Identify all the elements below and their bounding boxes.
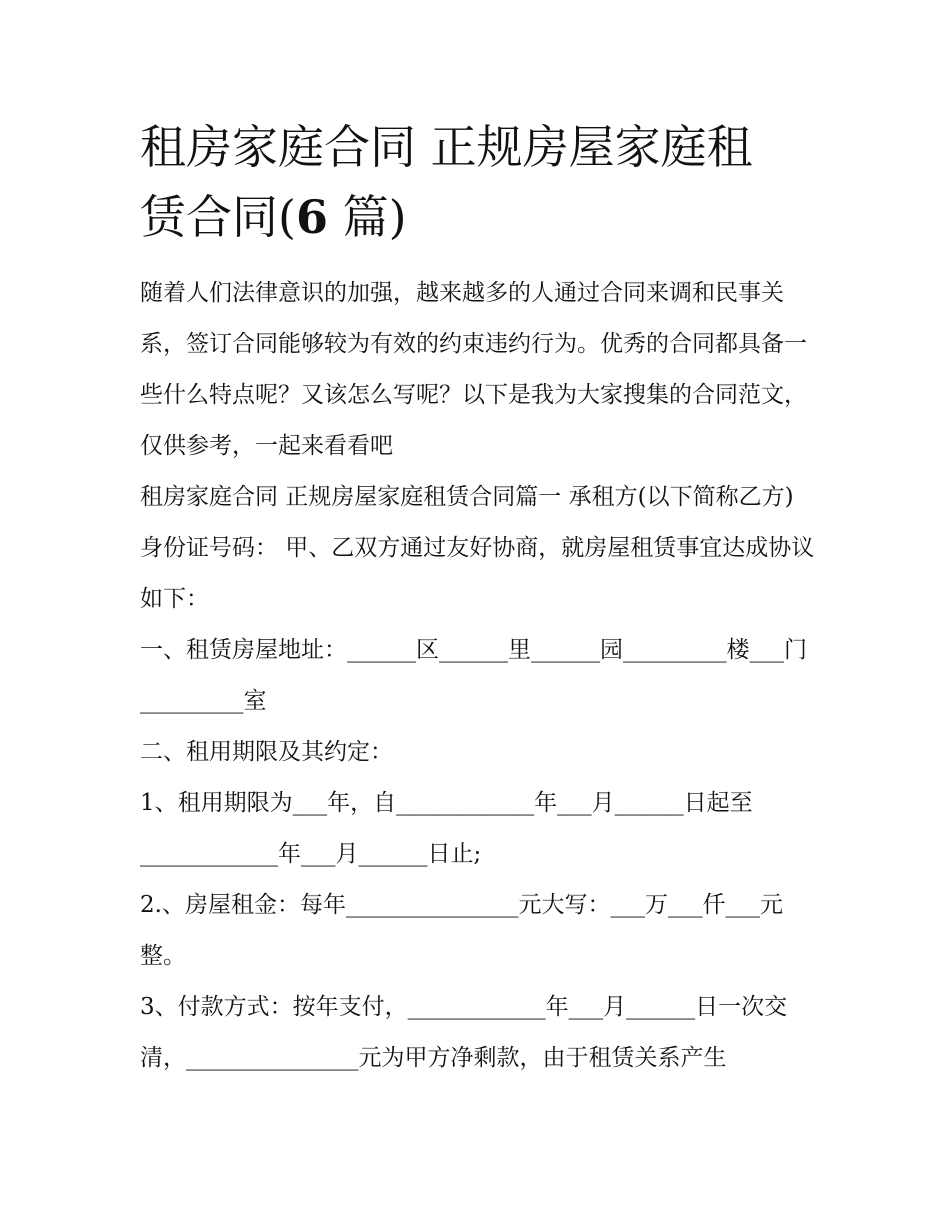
contract-preamble: 租房家庭合同 正规房屋家庭租赁合同篇一 承租方(以下简称乙方)身份证号码： 甲、乙双方通过友好协商，就房屋租赁事宜达成协议如下： <box>140 484 815 612</box>
clause-address: 一、租赁房屋地址：______区______里______园_________楼___门_________室 <box>140 637 807 714</box>
intro-paragraph: 随着人们法律意识的加强，越来越多的人通过合同来调和民事关系，签订合同能够较为有效的约束违约行为。优秀的合同都具备一些什么特点呢？又该怎么写呢？以下是我为大家搜集的合同范文，仅供参考，一起来看看吧 <box>140 280 807 459</box>
clause-term-period: 1、租用期限为___年，自____________年___月______日起至____________年___月______日止; <box>140 790 753 867</box>
document-title <box>140 112 815 252</box>
title-line-2-prefix: 赁合同( <box>140 190 296 244</box>
title-line-1: 租房家庭合同 正规房屋家庭租 <box>140 120 753 174</box>
clause-rent: 2.、房屋租金：每年_______________元大写：___万___仟___元整。 <box>140 892 783 969</box>
clause-payment: 3、付款方式：按年支付，____________年___月______日一次交清，_______________元为甲方净剩款，由于租赁关系产生 <box>140 994 788 1071</box>
document-body <box>140 268 815 1084</box>
title-line-2-suffix: 篇) <box>327 190 407 244</box>
clause-term-heading: 二、租用期限及其约定： <box>140 739 393 765</box>
title-count: 6 <box>295 190 328 244</box>
document-page <box>140 112 815 1084</box>
